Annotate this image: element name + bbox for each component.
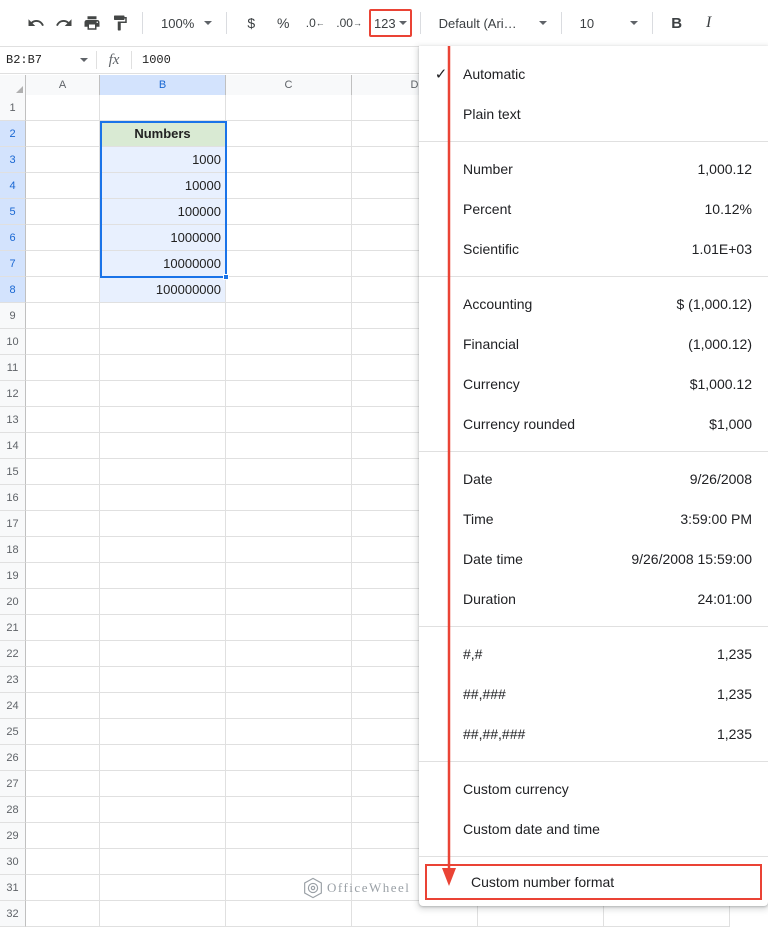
cell-C22[interactable] bbox=[226, 641, 352, 667]
cell-C12[interactable] bbox=[226, 381, 352, 407]
decrease-decimal-label: .0 bbox=[305, 16, 316, 30]
menu-separator bbox=[419, 276, 768, 277]
menu-item-label: Scientific bbox=[463, 241, 520, 257]
chevron-down-icon bbox=[204, 21, 212, 25]
format-currency-button[interactable]: $ bbox=[247, 15, 256, 31]
cell-C9[interactable] bbox=[226, 303, 352, 329]
column-header-d[interactable]: D bbox=[352, 75, 478, 95]
more-formats-button[interactable] bbox=[369, 9, 412, 37]
cell-B27[interactable] bbox=[100, 771, 226, 797]
cell-B14[interactable] bbox=[100, 433, 226, 459]
menu-item-[interactable] bbox=[419, 634, 768, 674]
row-header-22[interactable]: 22 bbox=[0, 641, 26, 667]
cell-B26[interactable] bbox=[100, 745, 226, 771]
row-header-21[interactable]: 21 bbox=[0, 615, 26, 641]
row-header-29[interactable]: 29 bbox=[0, 823, 26, 849]
cell-C1[interactable] bbox=[226, 95, 352, 121]
menu-item-time[interactable] bbox=[419, 499, 768, 539]
row-header-28[interactable]: 28 bbox=[0, 797, 26, 823]
menu-item-sample: (1,000.12) bbox=[688, 336, 752, 352]
cell-C29[interactable] bbox=[226, 823, 352, 849]
cell-C31[interactable] bbox=[226, 875, 352, 901]
cell-A7[interactable] bbox=[26, 251, 100, 277]
menu-item-currency[interactable] bbox=[419, 364, 768, 404]
menu-item-currency-rounded[interactable] bbox=[419, 404, 768, 444]
cell-C23[interactable] bbox=[226, 667, 352, 693]
cell-A1[interactable] bbox=[26, 95, 100, 121]
font-family-selector[interactable] bbox=[429, 9, 553, 37]
cell-B8[interactable]: 100000000 bbox=[100, 277, 226, 303]
menu-item-sample: 9/26/2008 15:59:00 bbox=[631, 551, 752, 567]
font-size-value: 10 bbox=[579, 15, 595, 31]
menu-separator bbox=[419, 626, 768, 627]
menu-item-scientific[interactable] bbox=[419, 229, 768, 269]
cell-B7[interactable]: 10000000 bbox=[100, 251, 226, 277]
cell-A27[interactable] bbox=[26, 771, 100, 797]
row-header-30[interactable]: 30 bbox=[0, 849, 26, 875]
row-header-7[interactable]: 7 bbox=[0, 251, 26, 277]
cell-A18[interactable] bbox=[26, 537, 100, 563]
menu-item-label: Date time bbox=[463, 551, 523, 567]
cell-B31[interactable] bbox=[100, 875, 226, 901]
cell-B29[interactable] bbox=[100, 823, 226, 849]
cell-C26[interactable] bbox=[226, 745, 352, 771]
name-box-value: B2:B7 bbox=[6, 53, 43, 67]
paint-format-icon[interactable] bbox=[106, 9, 134, 37]
row-header-1[interactable]: 1 bbox=[0, 95, 26, 121]
cell-B5[interactable]: 100000 bbox=[100, 199, 226, 225]
row-header-8[interactable]: 8 bbox=[0, 277, 26, 303]
cell-B23[interactable] bbox=[100, 667, 226, 693]
chevron-down-icon bbox=[539, 21, 547, 25]
menu-item-label: ##,##,### bbox=[463, 726, 526, 742]
menu-item-number[interactable] bbox=[419, 149, 768, 189]
cell-C11[interactable] bbox=[226, 355, 352, 381]
cell-C17[interactable] bbox=[226, 511, 352, 537]
menu-item-plain-text[interactable] bbox=[419, 94, 768, 134]
menu-item-percent[interactable] bbox=[419, 189, 768, 229]
chevron-down-icon bbox=[80, 58, 88, 62]
cell-B24[interactable] bbox=[100, 693, 226, 719]
menu-item-label: Date bbox=[463, 471, 493, 487]
bold-button[interactable]: B bbox=[671, 14, 683, 32]
cell-C2[interactable] bbox=[226, 121, 352, 147]
cell-A30[interactable] bbox=[26, 849, 100, 875]
cell-C19[interactable] bbox=[226, 563, 352, 589]
cell-B3[interactable]: 1000 bbox=[100, 147, 226, 173]
cell-A26[interactable] bbox=[26, 745, 100, 771]
row-header-31[interactable]: 31 bbox=[0, 875, 26, 901]
row-header-3[interactable]: 3 bbox=[0, 147, 26, 173]
menu-item-duration[interactable] bbox=[419, 579, 768, 619]
cell-A20[interactable] bbox=[26, 589, 100, 615]
menu-item-sample: 24:01:00 bbox=[697, 591, 752, 607]
row-header-13[interactable]: 13 bbox=[0, 407, 26, 433]
row-header-16[interactable]: 16 bbox=[0, 485, 26, 511]
cell-C13[interactable] bbox=[226, 407, 352, 433]
check-icon: ✓ bbox=[434, 66, 448, 83]
cell-C25[interactable] bbox=[226, 719, 352, 745]
menu-item-label: Plain text bbox=[463, 106, 521, 122]
row-header-2[interactable]: 2 bbox=[0, 121, 26, 147]
cell-B11[interactable] bbox=[100, 355, 226, 381]
row-header-27[interactable]: 27 bbox=[0, 771, 26, 797]
row-header-18[interactable]: 18 bbox=[0, 537, 26, 563]
cell-C6[interactable] bbox=[226, 225, 352, 251]
menu-item-label: Number bbox=[463, 161, 513, 177]
menu-item-financial[interactable] bbox=[419, 324, 768, 364]
menu-item-label: Custom number format bbox=[471, 874, 615, 890]
menu-item-[interactable] bbox=[419, 714, 768, 754]
cell-A29[interactable] bbox=[26, 823, 100, 849]
cell-C18[interactable] bbox=[226, 537, 352, 563]
menu-item-label: Time bbox=[463, 511, 494, 527]
undo-icon[interactable] bbox=[22, 9, 50, 37]
menu-item-label: Currency bbox=[463, 376, 520, 392]
row-header-4[interactable]: 4 bbox=[0, 173, 26, 199]
menu-item-label: Accounting bbox=[463, 296, 533, 312]
cell-C5[interactable] bbox=[226, 199, 352, 225]
row-header-19[interactable]: 19 bbox=[0, 563, 26, 589]
menu-item-label: Automatic bbox=[463, 66, 526, 82]
cell-A14[interactable] bbox=[26, 433, 100, 459]
cell-A5[interactable] bbox=[26, 199, 100, 225]
cell-A15[interactable] bbox=[26, 459, 100, 485]
cell-C27[interactable] bbox=[226, 771, 352, 797]
row-header-24[interactable]: 24 bbox=[0, 693, 26, 719]
cell-C30[interactable] bbox=[226, 849, 352, 875]
row-header-20[interactable]: 20 bbox=[0, 589, 26, 615]
row-header-23[interactable]: 23 bbox=[0, 667, 26, 693]
cell-C3[interactable] bbox=[226, 147, 352, 173]
number-format-menu[interactable] bbox=[419, 46, 768, 906]
toolbar-divider bbox=[226, 12, 227, 34]
cell-B4[interactable]: 10000 bbox=[100, 173, 226, 199]
row-header-11[interactable]: 11 bbox=[0, 355, 26, 381]
menu-item-sample: $1,000.12 bbox=[689, 376, 752, 392]
cell-A9[interactable] bbox=[26, 303, 100, 329]
menu-item-custom-currency[interactable] bbox=[419, 769, 768, 809]
cell-B18[interactable] bbox=[100, 537, 226, 563]
chevron-down-icon bbox=[630, 21, 638, 25]
print-icon[interactable] bbox=[78, 9, 106, 37]
cell-C8[interactable] bbox=[226, 277, 352, 303]
increase-decimal-button[interactable]: .00 → bbox=[336, 16, 362, 30]
menu-item-accounting[interactable] bbox=[419, 284, 768, 324]
row-header-25[interactable]: 25 bbox=[0, 719, 26, 745]
menu-separator bbox=[419, 451, 768, 452]
cell-B13[interactable] bbox=[100, 407, 226, 433]
increase-decimal-label: .00 bbox=[336, 16, 353, 30]
row-header-5[interactable]: 5 bbox=[0, 199, 26, 225]
cell-B15[interactable] bbox=[100, 459, 226, 485]
menu-item-custom-date-and-time[interactable] bbox=[419, 809, 768, 849]
cell-B12[interactable] bbox=[100, 381, 226, 407]
cell-A10[interactable] bbox=[26, 329, 100, 355]
more-formats-label: 123 bbox=[373, 15, 396, 31]
menu-item-sample: 10.12% bbox=[704, 201, 752, 217]
cell-C20[interactable] bbox=[226, 589, 352, 615]
cell-B25[interactable] bbox=[100, 719, 226, 745]
menu-item-custom-number-format[interactable] bbox=[425, 864, 762, 900]
cell-B22[interactable] bbox=[100, 641, 226, 667]
menu-item-automatic[interactable] bbox=[419, 54, 768, 94]
menu-item-label: ##,### bbox=[463, 686, 506, 702]
cell-C16[interactable] bbox=[226, 485, 352, 511]
row-header-9[interactable]: 9 bbox=[0, 303, 26, 329]
row-header-10[interactable]: 10 bbox=[0, 329, 26, 355]
cell-A21[interactable] bbox=[26, 615, 100, 641]
cell-A31[interactable] bbox=[26, 875, 100, 901]
cell-B19[interactable] bbox=[100, 563, 226, 589]
cell-B17[interactable] bbox=[100, 511, 226, 537]
row-header-17[interactable]: 17 bbox=[0, 511, 26, 537]
cell-A11[interactable] bbox=[26, 355, 100, 381]
toolbar-divider bbox=[561, 12, 562, 34]
cell-A4[interactable] bbox=[26, 173, 100, 199]
cell-A32[interactable] bbox=[26, 901, 100, 927]
row-header-14[interactable]: 14 bbox=[0, 433, 26, 459]
row-header-26[interactable]: 26 bbox=[0, 745, 26, 771]
menu-separator bbox=[419, 141, 768, 142]
chevron-down-icon bbox=[399, 21, 407, 25]
column-header-c[interactable]: C bbox=[226, 75, 352, 95]
cell-B9[interactable] bbox=[100, 303, 226, 329]
cell-A19[interactable] bbox=[26, 563, 100, 589]
watermark-text: OfficeWheel bbox=[327, 880, 411, 895]
toolbar bbox=[0, 0, 768, 46]
cell-A22[interactable] bbox=[26, 641, 100, 667]
cell-A24[interactable] bbox=[26, 693, 100, 719]
menu-item-date-time[interactable] bbox=[419, 539, 768, 579]
font-size-selector[interactable] bbox=[570, 9, 644, 37]
cell-B20[interactable] bbox=[100, 589, 226, 615]
cell-B30[interactable] bbox=[100, 849, 226, 875]
menu-item-date[interactable] bbox=[419, 459, 768, 499]
menu-item-label: Custom currency bbox=[463, 781, 569, 797]
font-family-value: Default (Ari… bbox=[438, 15, 517, 31]
row-header-15[interactable]: 15 bbox=[0, 459, 26, 485]
cell-A3[interactable] bbox=[26, 147, 100, 173]
cell-B28[interactable] bbox=[100, 797, 226, 823]
cell-B1[interactable] bbox=[100, 95, 226, 121]
decrease-decimal-button[interactable]: .0 ← bbox=[305, 16, 325, 30]
menu-item-sample: $ (1,000.12) bbox=[676, 296, 752, 312]
fx-icon: fx bbox=[108, 51, 120, 68]
format-percent-button[interactable]: % bbox=[277, 15, 290, 31]
cell-A25[interactable] bbox=[26, 719, 100, 745]
cell-C24[interactable] bbox=[226, 693, 352, 719]
menu-item-sample: 1,235 bbox=[716, 646, 752, 662]
select-all-corner[interactable] bbox=[0, 75, 26, 95]
cell-B6[interactable]: 1000000 bbox=[100, 225, 226, 251]
cell-C15[interactable] bbox=[226, 459, 352, 485]
zoom-selector[interactable] bbox=[151, 9, 218, 37]
menu-item-sample: 9/26/2008 bbox=[689, 471, 752, 487]
cell-C28[interactable] bbox=[226, 797, 352, 823]
menu-item-sample: 1,235 bbox=[716, 686, 752, 702]
cell-A13[interactable] bbox=[26, 407, 100, 433]
cell-A6[interactable] bbox=[26, 225, 100, 251]
menu-separator bbox=[419, 761, 768, 762]
column-header-b[interactable]: B bbox=[100, 75, 226, 95]
cell-B21[interactable] bbox=[100, 615, 226, 641]
toolbar-divider bbox=[652, 12, 653, 34]
menu-item-label: Percent bbox=[463, 201, 512, 217]
formula-input[interactable]: 1000 bbox=[142, 53, 171, 67]
zoom-value: 100% bbox=[161, 15, 195, 31]
cell-A2[interactable] bbox=[26, 121, 100, 147]
cell-C21[interactable] bbox=[226, 615, 352, 641]
cell-B32[interactable] bbox=[100, 901, 226, 927]
menu-item-sample: 3:59:00 PM bbox=[680, 511, 752, 527]
toolbar-divider bbox=[420, 12, 421, 34]
menu-item-label: Duration bbox=[463, 591, 516, 607]
row-header-32[interactable]: 32 bbox=[0, 901, 26, 927]
cell-C14[interactable] bbox=[226, 433, 352, 459]
menu-item-sample: $1,000 bbox=[709, 416, 752, 432]
italic-button[interactable]: I bbox=[705, 14, 712, 31]
row-header-12[interactable]: 12 bbox=[0, 381, 26, 407]
cell-B2[interactable]: Numbers bbox=[100, 121, 226, 147]
cell-C10[interactable] bbox=[226, 329, 352, 355]
cell-C32[interactable] bbox=[226, 901, 352, 927]
cell-C7[interactable] bbox=[226, 251, 352, 277]
cell-C4[interactable] bbox=[226, 173, 352, 199]
cell-B16[interactable] bbox=[100, 485, 226, 511]
menu-item-sample: 1.01E+03 bbox=[691, 241, 752, 257]
menu-item-sample: 1,235 bbox=[716, 726, 752, 742]
redo-icon[interactable] bbox=[50, 9, 78, 37]
cell-A12[interactable] bbox=[26, 381, 100, 407]
cell-A16[interactable] bbox=[26, 485, 100, 511]
cell-A28[interactable] bbox=[26, 797, 100, 823]
cell-A8[interactable] bbox=[26, 277, 100, 303]
menu-item-label: Custom date and time bbox=[463, 821, 600, 837]
column-header-a[interactable]: A bbox=[26, 75, 100, 95]
menu-item-label: #,# bbox=[463, 646, 483, 662]
toolbar-divider bbox=[142, 12, 143, 34]
cell-A17[interactable] bbox=[26, 511, 100, 537]
cell-A23[interactable] bbox=[26, 667, 100, 693]
menu-item-label: Currency rounded bbox=[463, 416, 576, 432]
menu-item-sample: 1,000.12 bbox=[697, 161, 752, 177]
menu-item-label: Financial bbox=[463, 336, 520, 352]
row-header-6[interactable]: 6 bbox=[0, 225, 26, 251]
cell-B10[interactable] bbox=[100, 329, 226, 355]
menu-separator bbox=[419, 856, 768, 857]
name-box[interactable] bbox=[0, 47, 96, 73]
menu-item-[interactable] bbox=[419, 674, 768, 714]
